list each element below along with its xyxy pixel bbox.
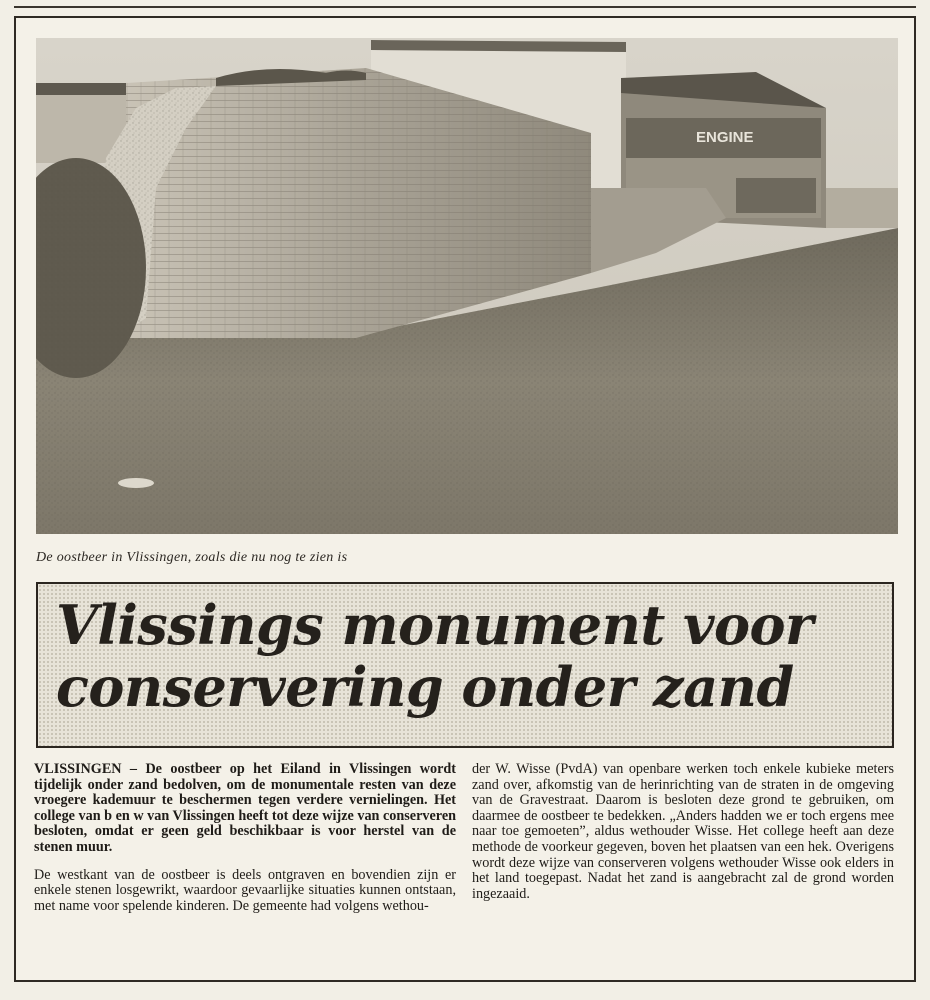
headline-line-2: conservering onder zand xyxy=(56,655,794,719)
lead-text: De oostbeer op het Eiland in Vlissingen wordt tijdelijk onder zand bedolven, om de monumentale resten van deze vroegere kademuur te beschermen tegen verdere vernielingen. Het college van b en w van Vlissingen heeft tot deze wijze van conserveren besloten, omdat er geen geld beschikbaar is voor herstel van de stenen muur. xyxy=(34,761,456,855)
dateline: VLISSINGEN – xyxy=(34,761,138,777)
top-rule xyxy=(14,6,916,8)
building-sign-text: ENGINE xyxy=(696,129,754,146)
headline xyxy=(56,594,882,718)
article-photo xyxy=(36,38,898,534)
body-paragraph-2: De westkant van de oostbeer is deels ontgraven en bovendien zijn er enkele stenen losgewrikt, waardoor gevaarlijke situaties kunnen ontstaan, met name voor spelende kinderen. De gemeente had volgens wethou- xyxy=(34,866,456,914)
headline-box xyxy=(36,582,894,748)
body-paragraph-3: der W. Wisse (PvdA) van openbare werken toch enkele kubieke meters zand over, afkomstig van de herinrichting van de straten in de omgeving van de Gravestraat. Daarom is besloten deze grond te gebruiken, om daarmee de oostbeer te bedekken. „Anders hadden we er toch ergens mee naar toe gemoeten”, aldus wethouder Wisse. Het college heeft aan deze methode de voorkeur gegeven, boven het plaatsen van een hek. Overigens wordt deze wijze van conserveren volgens wethouder Wisse ook elders in het land toegepast. Nadat het zand is aangebracht zal de grond worden ingezaaid. xyxy=(472,761,894,902)
photo-caption: De oostbeer in Vlissingen, zoals die nu nog te zien is xyxy=(36,550,348,565)
headline-line-1: Vlissings monument voor xyxy=(56,593,813,657)
article-column-right xyxy=(472,762,894,902)
article-column-left xyxy=(34,762,456,914)
photo-oostbeer xyxy=(36,38,898,534)
lead-paragraph xyxy=(34,762,456,856)
